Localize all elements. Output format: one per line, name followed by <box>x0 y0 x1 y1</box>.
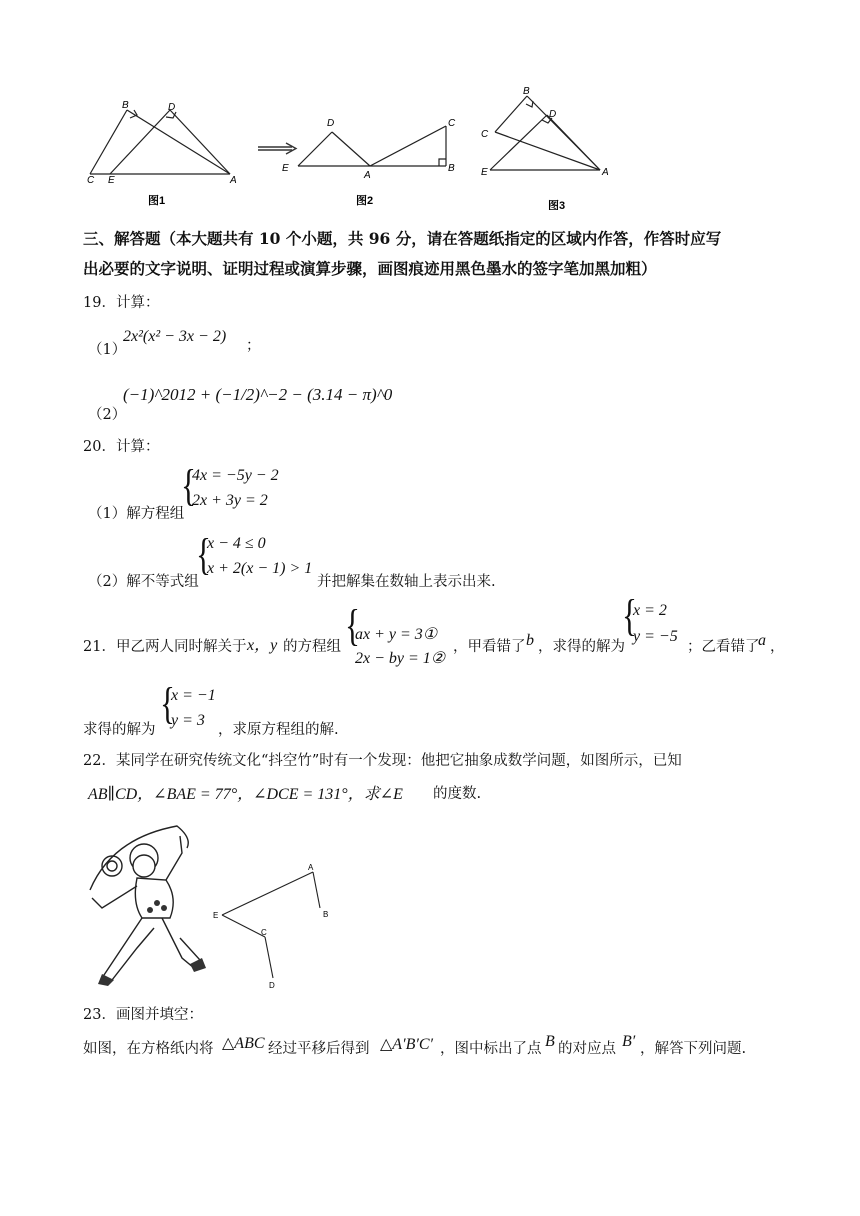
q23-triangle-abc: △ABC <box>222 1035 265 1052</box>
q20-ineq1: x − 4 ≤ 0 <box>207 535 266 552</box>
diabolo-illustration <box>82 818 212 990</box>
fig3-label-a: A <box>602 167 609 178</box>
q21-sol2-x: x = −1 <box>171 687 216 704</box>
figure-1 <box>90 110 230 174</box>
left-brace-icon: { <box>345 601 360 650</box>
fig1-label-d: D <box>168 102 176 113</box>
q22-geometry-figure <box>205 860 335 990</box>
section-heading-line1: 三、解答题（本大题共有 10 个小题，共 96 分，请在答题纸指定的区域内作答，作答时应写 <box>83 229 722 248</box>
q23-text3: ，图中标出了点 <box>440 1041 542 1057</box>
left-brace-icon: { <box>196 530 211 579</box>
q23-text4: 的对应点 <box>558 1041 616 1057</box>
q21-sol2-y: y = 3 <box>171 712 205 729</box>
q21-text8: ，求原方程组的解. <box>218 722 339 738</box>
q21-eq2: 2x − by = 1② <box>355 650 446 667</box>
fig3-label-b: B <box>523 86 530 97</box>
fig3-label-d: D <box>549 109 557 120</box>
q23-title: 23．画图并填空： <box>83 1007 203 1023</box>
q21-text6: ， <box>770 639 785 655</box>
section-heading-line2: 出必要的文字说明、证明过程或演算步骤，画图痕迹用黑色墨水的签字笔加黑加粗） <box>83 259 657 278</box>
q19-part1-expression: 2x²(x² − 3x − 2) <box>123 328 227 345</box>
q23-point-b-prime: B′ <box>622 1033 636 1050</box>
q23-text1: 如图，在方格纸内将 <box>83 1041 214 1057</box>
q23-point-b: B <box>545 1033 555 1050</box>
q20-part1-label: （1）解方程组 <box>88 506 185 522</box>
q23-text2: 经过平移后得到 <box>268 1041 370 1057</box>
q19-part2-label: （2） <box>88 407 127 423</box>
q20-ineq2: x + 2(x − 1) > 1 <box>207 560 313 577</box>
q21-eq1: ax + y = 3① <box>355 626 438 643</box>
fig1-label-a: A <box>230 175 237 186</box>
q21-sol1-y: y = −5 <box>633 628 678 645</box>
left-brace-icon: { <box>160 679 175 728</box>
fig2-label-e: E <box>282 163 289 174</box>
q20-part2-label: （2）解不等式组 <box>88 574 199 590</box>
left-brace-icon: { <box>622 591 637 640</box>
fig3-label-e: E <box>481 167 488 178</box>
fig3-label-c: C <box>481 129 489 140</box>
fig1-caption: 图1 <box>148 195 166 207</box>
q22-tail: 的度数. <box>433 786 482 802</box>
q23-text5: ，解答下列问题. <box>640 1041 747 1057</box>
q23-triangle-abc-prime: △A′B′C′ <box>380 1036 434 1053</box>
q21-text5: ；乙看错了 <box>687 639 760 655</box>
q20-title: 20．计算： <box>83 439 160 455</box>
q21-var-a: a <box>758 632 766 649</box>
fig2-label-b: B <box>448 163 455 174</box>
fig2-label-c: C <box>448 118 456 129</box>
fig1-label-e: E <box>108 175 115 186</box>
q22-line1: 22．某同学在研究传统文化“抖空竹”时有一个发现：他把它抽象成数学问题，如图所示，已知 <box>83 753 682 769</box>
q19-part1-end: ； <box>246 338 261 354</box>
fig1-label-b: B <box>122 100 129 111</box>
fig2-label-a: A <box>364 170 371 181</box>
q19-part2-expression: (−1)^2012 + (−1/2)^−2 − (3.14 − π)^0 <box>123 385 393 404</box>
q22-label-d: D <box>269 981 275 990</box>
figures-top <box>70 80 630 210</box>
figure-2 <box>298 126 446 166</box>
q21-var-b: b <box>526 632 534 649</box>
q20-eq1: 4x = −5y − 2 <box>192 467 279 484</box>
q21-sol1-x: x = 2 <box>633 602 667 619</box>
fig3-caption: 图3 <box>548 200 566 210</box>
q22-label-a: A <box>308 863 314 872</box>
q19-part1-label: （1） <box>88 342 127 358</box>
figure-3 <box>490 96 600 170</box>
q20-part2-tail: 并把解集在数轴上表示出来. <box>317 574 496 590</box>
left-brace-icon: { <box>181 461 196 510</box>
q22-label-e: E <box>213 911 219 920</box>
q20-eq2: 2x + 3y = 2 <box>192 492 268 509</box>
q21-text1: 21．甲乙两人同时解关于 <box>83 639 247 655</box>
fig1-label-c: C <box>87 175 95 186</box>
arrow-right-icon <box>258 143 296 154</box>
q21-text4: ，求得的解为 <box>538 639 625 655</box>
q21-vars: x，y <box>247 637 278 654</box>
q22-label-c: C <box>261 928 267 937</box>
q21-text3: ，甲看错了 <box>453 639 526 655</box>
fig2-label-d: D <box>327 118 335 129</box>
q21-text7: 求得的解为 <box>83 722 156 738</box>
q22-label-b: B <box>323 910 329 919</box>
fig2-caption: 图2 <box>356 195 374 207</box>
q21-text2: 的方程组 <box>283 639 341 655</box>
q19-title: 19．计算： <box>83 295 160 311</box>
q22-condition: AB∥CD，∠BAE = 77°，∠DCE = 131°，求∠E <box>88 786 403 803</box>
